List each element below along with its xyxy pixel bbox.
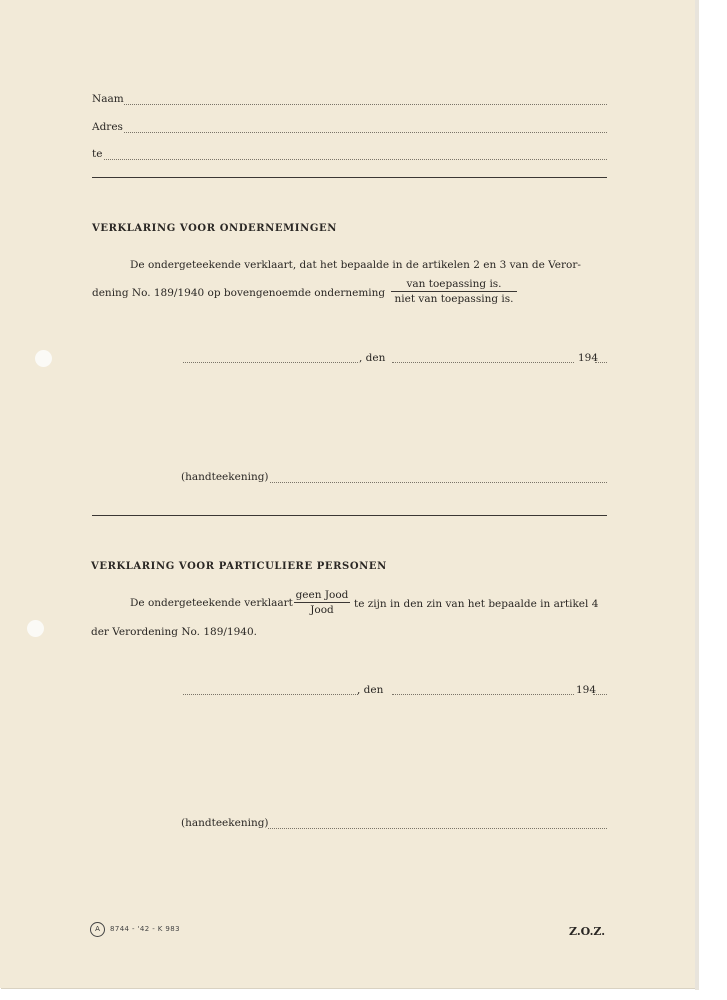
print-code: 8744 - '42 - K 983 <box>110 925 180 933</box>
section2-line1-end: te zijn in den zin van het bepaalde in artikel 4 <box>354 598 599 610</box>
section-divider-top <box>92 177 607 178</box>
paper-edge <box>695 0 699 990</box>
section2-title: VERKLARING VOOR PARTICULIERE PERSONEN <box>91 561 387 572</box>
option-jood: Jood <box>310 604 334 616</box>
option-geen-jood: geen Jood <box>295 589 349 601</box>
place-field-line[interactable] <box>104 159 607 160</box>
section1-place-line[interactable] <box>183 362 358 363</box>
section2-den-label: , den <box>357 684 384 696</box>
section2-place-line[interactable] <box>183 694 358 695</box>
name-label: Naam <box>92 93 124 105</box>
section1-title: VERKLARING VOOR ONDERNEMINGEN <box>92 223 337 234</box>
section1-option-fraction <box>391 278 517 305</box>
place-label: te <box>92 148 103 160</box>
zoz-label: Z.O.Z. <box>569 925 606 938</box>
section-divider-middle <box>92 515 607 516</box>
section2-signature-label: (handteekening) <box>181 817 269 829</box>
section1-year-prefix: 194 <box>578 352 599 364</box>
section1-signature-label: (handteekening) <box>181 471 269 483</box>
punch-hole-bottom <box>27 620 44 637</box>
name-field-line[interactable] <box>124 104 607 105</box>
section2-year-prefix: 194 <box>576 684 597 696</box>
punch-hole-top <box>35 350 52 367</box>
section2-date-line[interactable] <box>392 694 574 695</box>
section2-line1-start: De ondergeteekende verklaart <box>130 597 293 609</box>
option-applicable: van toepassing is. <box>391 278 517 292</box>
printer-logo-icon: A <box>90 922 105 937</box>
address-label: Adres <box>92 121 123 133</box>
section1-signature-line[interactable] <box>270 482 607 483</box>
section2-line2: der Verordening No. 189/1940. <box>91 626 258 638</box>
section2-year-line[interactable] <box>593 694 607 695</box>
section1-date-line[interactable] <box>392 362 574 363</box>
section2-option-fraction <box>294 589 350 616</box>
section1-line2: dening No. 189/1940 op bovengenoemde onderneming <box>92 287 386 299</box>
address-field-line[interactable] <box>124 132 607 133</box>
section1-year-line[interactable] <box>595 362 607 363</box>
section1-line1: De ondergeteekende verklaart, dat het bepaalde in de artikelen 2 en 3 van de Veror- <box>130 259 581 271</box>
section2-signature-line[interactable] <box>268 828 607 829</box>
section1-den-label: , den <box>359 352 386 364</box>
option-not-applicable: niet van toepassing is. <box>394 293 514 305</box>
